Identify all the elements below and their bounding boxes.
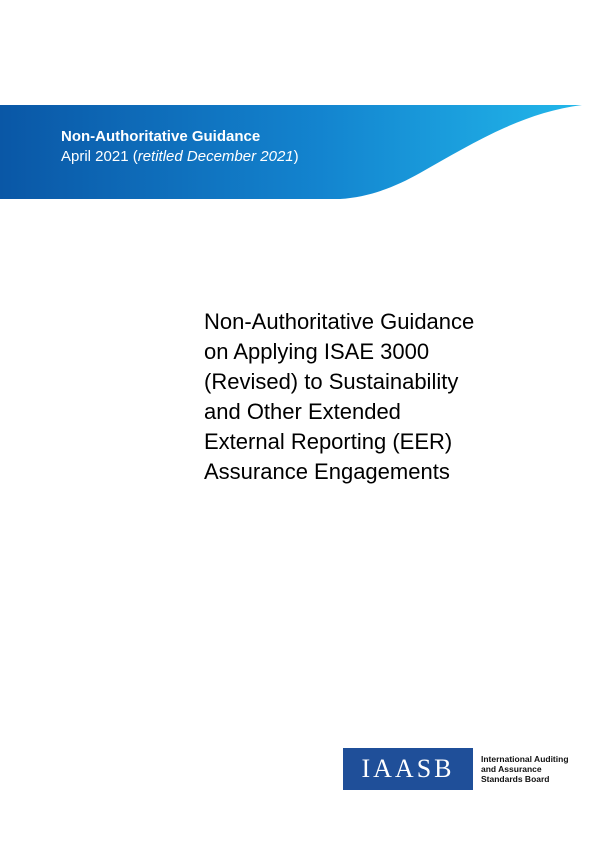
logo-line: Standards Board [481, 774, 550, 784]
document-type: Non-Authoritative Guidance [61, 128, 261, 145]
header-banner [0, 105, 606, 199]
title-line: on Applying ISAE 3000 [204, 339, 430, 364]
retitled-note: retitled December 2021 [137, 148, 294, 165]
title-line: External Reporting (EER) [204, 429, 453, 454]
document-date: April 2021 (retitled December 2021) [61, 148, 299, 165]
logo-text [481, 754, 569, 784]
banner-text [61, 127, 299, 167]
iaasb-logo [343, 748, 569, 790]
logo-mark: IAASB [343, 748, 473, 790]
title-line: and Other Extended [204, 399, 401, 424]
title-line: Assurance Engagements [204, 459, 450, 484]
title-line: Non-Authoritative Guidance [204, 309, 475, 334]
document-title [204, 307, 564, 487]
logo-line: International Auditing [481, 754, 569, 764]
title-line: (Revised) to Sustainability [204, 369, 459, 394]
logo-line: and Assurance [481, 764, 542, 774]
